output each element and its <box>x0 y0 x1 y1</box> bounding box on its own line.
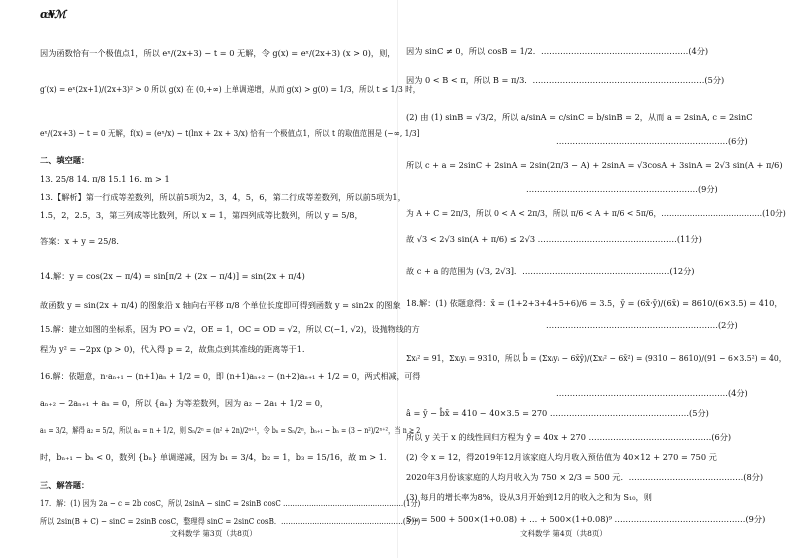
right-line-17: 2020年3月份该家庭的人均月收入为 750 × 2/3 = 500 元．……………………………………(8分) <box>406 472 764 482</box>
left-line-5: 13. 25/8 14. π/8 15.1 16. m > 1 <box>40 174 170 184</box>
left-line-19: 所以 2sin(B + C) − sinC = 2sinB cosC，整理得 sinC = 2sinC cosB．……………………………………………(3分) <box>40 516 421 526</box>
right-line-16: (2) 令 x = 12，得2019年12月该家庭人均月收入预估值为 40×12 + 270 = 750 元 <box>406 452 717 462</box>
left-line-11: 15.解：建立如图的坐标系，因为 PO = √2，OE = 1，OC = OD = √2，所以 C(−1, √2)，设抛物线的方 <box>40 324 420 334</box>
right-line-8: 故 √3 < 2√3 sin(A + π/6) ≤ 2√3 ……………………………………………(11分) <box>406 234 702 244</box>
left-line-8: 答案：x + y = 25/8． <box>40 236 125 246</box>
right-line-2: 因为 0 < B < π，所以 B = π/3．………………………………………………………(5分) <box>406 75 725 85</box>
right-line-3: (2) 由 (1) sinB = √3/2，所以 a/sinA = c/sinC = b/sinB = 2，从而 a = 2sinA, c = 2sinC <box>406 112 753 122</box>
right-line-18: (3) 每月的增长率为8%，设从3月开始到12月的收入之和为 S₁₀，则 <box>406 492 652 502</box>
left-line-3: eˣ/(2x+3) − t = 0 无解，f(x) = (eˣ/x) − t(lnx + 2x + 3/x) 恰有一个极值点1，所以 t 的取值范围是 (−∞, 1/3] <box>40 128 420 138</box>
left-line-14: aₙ₊₂ − 2aₙ₊₁ + aₙ = 0，所以 {aₙ} 为等差数列，因为 a₂ − 2a₁ + 1/2 = 0， <box>40 398 329 408</box>
left-line-18: 17．解：(1) 因为 2a − c = 2b cosC，所以 2sinA − sinC = 2sinB cosC ……………………………………………(1分) <box>40 498 421 508</box>
right-line-13: ………………………………………………………(4分) <box>556 388 748 398</box>
section-heading-fill-blank: 二、填空题： <box>40 155 90 165</box>
right-line-19: S₁₀ = 500 + 500×(1+0.08) + … + 500×(1+0.08)⁹ …………………………………………(9分) <box>406 514 766 524</box>
right-line-6: ………………………………………………………(9分) <box>526 184 718 194</box>
left-line-13: 16.解：依题意，n·aₙ₊₁ − (n+1)aₙ + 1/2 = 0，即 (n+1)aₙ₊₂ − (n+2)aₙ₊₁ + 1/2 = 0，两式相减，可得 <box>40 371 421 381</box>
right-line-4: ………………………………………………………(6分) <box>556 136 748 146</box>
left-line-15: a₁ = 3/2，解得 a₂ = 5/2，所以 aₙ = n + 1/2，则 Sₙ/2ⁿ = (n² + 2n)/2ⁿ⁺¹，令 bₙ = Sₙ/2ⁿ，bₙ₊₁ − bₙ = (3 − n²)/2ⁿ⁺²，当 n ≥ 2 <box>40 425 421 435</box>
right-line-14: â = ȳ − b̂x̄ = 410 − 40×3.5 = 270 ……………………………………………(5分) <box>406 408 709 418</box>
right-line-7: 为 A + C = 2π/3，所以 0 < A < 2π/3，所以 π/6 < A + π/6 < 5π/6，…………………………………(10分) <box>406 208 786 218</box>
section-heading-answers: 三、解答题： <box>40 480 90 490</box>
left-line-12: 程为 y² = −2px (p > 0)，代入得 p = 2，故焦点到其准线的距离等于1. <box>40 344 305 354</box>
left-line-16: 时，bₙ₊₁ − bₙ < 0，数列 {bₙ} 单调递减，因为 b₁ = 3/4，b₂ = 1，b₃ = 15/16，故 m > 1. <box>40 452 387 462</box>
left-line-1: 因为函数恰有一个极值点1，所以 eˣ/(2x+3) − t = 0 无解，令 g(x) = eˣ/(2x+3) (x > 0)，则， <box>40 48 396 58</box>
right-line-11: ………………………………………………………(2分) <box>546 320 738 330</box>
left-line-6: 13.【解析】第一行成等差数列，所以前5项为2，3，4，5，6，第二行成等差数列，所以前5项为1， <box>40 192 406 202</box>
right-page-footer: 文科数学 第4页（共8页） <box>520 529 607 538</box>
right-line-10: 18.解：(1) 依题意得：x̄ = (1+2+3+4+5+6)/6 = 3.5，ȳ = (6x̄·ȳ)/(6x̄) = 8610/(6×3.5) = 410， <box>406 298 783 308</box>
right-line-12: Σxᵢ² = 91，Σxᵢyᵢ = 9310，所以 b̂ = (Σxᵢyᵢ − 6x̄ȳ)/(Σxᵢ² − 6x̄²) = (9310 − 8610)/(91 − 6×3.5²) = 40， <box>406 353 787 363</box>
left-line-10: 故函数 y = sin(2x + π/4) 的图象沿 x 轴向右平移 π/8 个单位长度即可得到函数 y = sin2x 的图象 <box>40 300 401 310</box>
right-line-5: 所以 c + a = 2sinC + 2sinA = 2sin(2π/3 − A) + 2sinA = √3cosA + 3sinA = 2√3 sin(A + π/6) <box>406 160 783 170</box>
right-line-15: 所以 y 关于 x 的线性回归方程为 ŷ = 40x + 270 ………………………………………(6分) <box>406 432 732 442</box>
left-line-9: 14.解：y = cos(2x − π/4) = sin[π/2 + (2x − π/4)] = sin(2x + π/4) <box>40 271 305 281</box>
left-line-7: 1.5，2，2.5，3，第三列成等比数列，所以 x = 1，第四列成等比数列，所以 y = 5/8， <box>40 210 363 220</box>
left-page-footer: 文科数学 第3页（共8页） <box>170 529 257 538</box>
right-line-9: 故 c + a 的范围为 (√3, 2√3]．………………………………………………(12分) <box>406 266 695 276</box>
right-line-1: 因为 sinC ≠ 0，所以 cosB = 1/2．………………………………………………(4分) <box>406 46 709 56</box>
left-line-2: g′(x) = eˣ(2x+1)/(2x+3)² > 0 所以 g(x) 在 (0,+∞) 上单调递增，从而 g(x) > g(0) = 1/3，所以 t ≤ 1/3 时， <box>40 84 421 94</box>
brand-logo: ɑ₦ℳ <box>40 8 65 21</box>
